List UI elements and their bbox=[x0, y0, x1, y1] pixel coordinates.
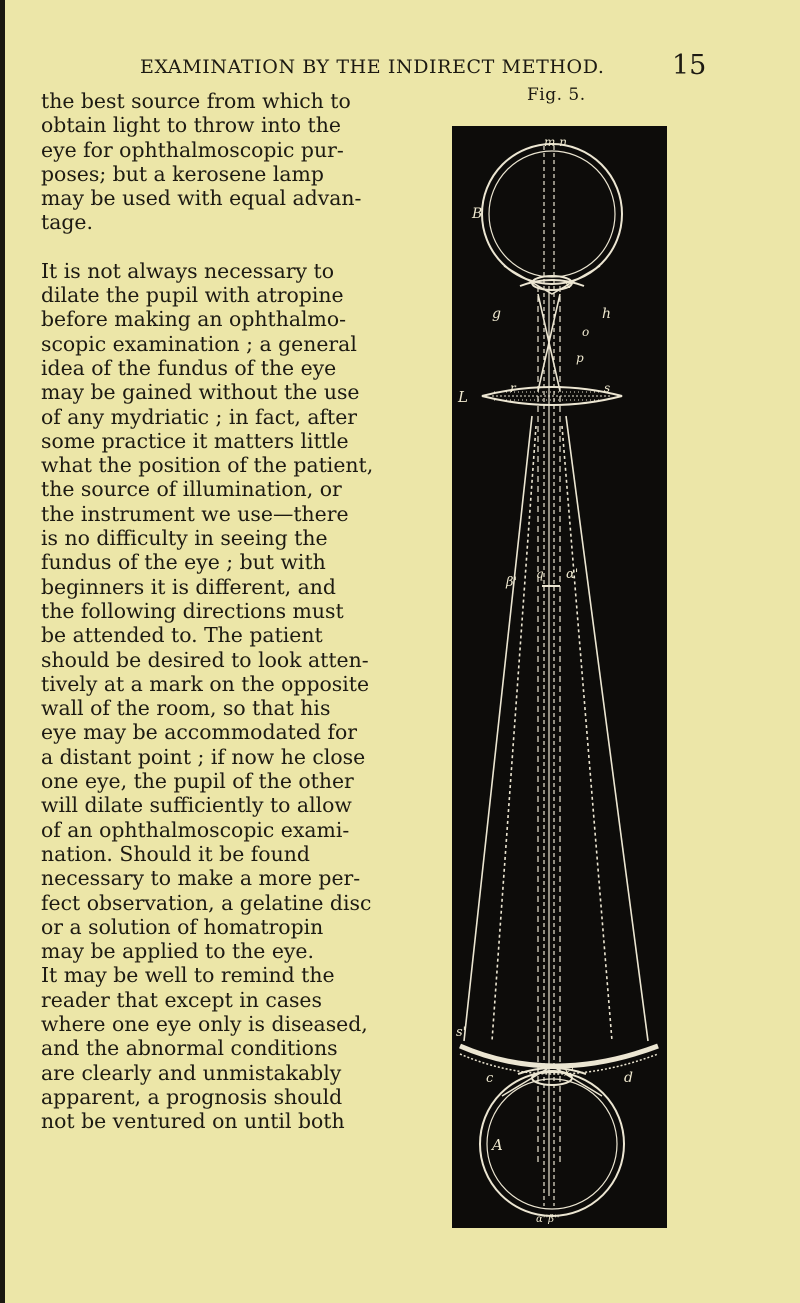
text-line: some practice it matters little bbox=[41, 428, 349, 453]
text-line: the best source from which to bbox=[41, 89, 351, 113]
paragraph-3 bbox=[41, 963, 421, 1133]
label-lens-r: r bbox=[510, 381, 516, 395]
text-line: obtain light to throw into the bbox=[41, 113, 341, 138]
text-line: what the position of the patient, bbox=[41, 453, 374, 478]
text-line: the source of illumination, or bbox=[41, 477, 342, 502]
text-line: be attended to. The patient bbox=[41, 623, 323, 648]
label-upper-right: h bbox=[602, 306, 612, 322]
text-line: It may be well to remind the bbox=[41, 963, 335, 988]
text-line: should be desired to look atten- bbox=[41, 647, 369, 672]
text-line: a distant point ; if now he close bbox=[41, 744, 366, 769]
text-line: are clearly and unmistakably bbox=[41, 1060, 342, 1085]
label-s-prime: s' bbox=[456, 1025, 467, 1040]
label-alpha-prime: α' bbox=[566, 567, 579, 582]
label-lens-s: s bbox=[604, 381, 611, 395]
text-line: one eye, the pupil of the other bbox=[41, 769, 354, 794]
text-line: It is not always necessary to bbox=[41, 258, 335, 283]
text-line: necessary to make a more per- bbox=[41, 866, 361, 891]
label-upper-left: g bbox=[492, 306, 501, 322]
label-p: p bbox=[576, 351, 584, 365]
text-line: idea of the fundus of the eye bbox=[41, 355, 337, 380]
text-line: tively at a mark on the opposite bbox=[41, 671, 370, 696]
text-line: may be gained without the use bbox=[41, 380, 360, 405]
label-upper-eye: B bbox=[472, 206, 483, 222]
text-line: of an ophthalmoscopic exami- bbox=[41, 817, 350, 842]
diagram-svg bbox=[452, 126, 667, 1228]
label-bottom-marks: α''β'' bbox=[536, 1214, 560, 1225]
text-line: apparent, a prognosis should bbox=[41, 1084, 343, 1109]
text-line: scopic examination ; a general bbox=[41, 331, 357, 356]
figure-caption: Fig. 5. bbox=[527, 85, 586, 105]
text-line: and the abnormal conditions bbox=[41, 1036, 338, 1061]
text-line: may be applied to the eye. bbox=[41, 939, 314, 964]
text-line: of any mydriatic ; in fact, after bbox=[41, 404, 358, 429]
text-line: eye for ophthalmoscopic pur- bbox=[41, 137, 344, 162]
label-q: q bbox=[536, 567, 544, 581]
text-line: the instrument we use—there bbox=[41, 501, 349, 526]
label-beta-prime: β' bbox=[506, 575, 518, 590]
text-line: dilate the pupil with atropine bbox=[41, 283, 344, 308]
text-line: may be used with equal advan- bbox=[41, 186, 362, 211]
label-top-marks: m n bbox=[544, 135, 567, 149]
text-line: will dilate sufficiently to allow bbox=[41, 793, 352, 818]
text-line: not be ventured on until both bbox=[41, 1109, 345, 1134]
text-line: fundus of the eye ; but with bbox=[41, 550, 326, 575]
text-line: poses; but a kerosene lamp bbox=[41, 161, 324, 186]
body-text bbox=[41, 89, 421, 1133]
label-lower-cross: x' bbox=[564, 1065, 575, 1079]
text-line: nation. Should it be found bbox=[41, 841, 310, 866]
label-o: o bbox=[582, 325, 590, 339]
label-lens-left: L bbox=[458, 388, 468, 406]
paragraph-1 bbox=[41, 89, 421, 235]
page-edge-rule bbox=[0, 0, 5, 1303]
text-line: the following directions must bbox=[41, 598, 344, 623]
text-line: reader that except in cases bbox=[41, 987, 322, 1012]
text-line: is no difficulty in seeing the bbox=[41, 526, 328, 551]
text-line: before making an ophthalmo- bbox=[41, 307, 347, 332]
running-head: EXAMINATION BY THE INDIRECT METHOD. bbox=[140, 56, 605, 78]
ophthalmoscope-diagram bbox=[452, 126, 667, 1228]
text-line: where one eye only is diseased, bbox=[41, 1011, 368, 1036]
text-line: fect observation, a gelatine disc bbox=[41, 890, 372, 915]
label-mirror-right: d bbox=[624, 1070, 633, 1086]
label-upper-cross: x bbox=[564, 277, 571, 291]
paragraph-2 bbox=[41, 259, 421, 964]
text-line: wall of the room, so that his bbox=[41, 696, 331, 721]
text-line: beginners it is different, and bbox=[41, 574, 336, 599]
text-line: eye may be accommodated for bbox=[41, 720, 358, 745]
text-line: tage. bbox=[41, 210, 93, 235]
page-number: 15 bbox=[672, 50, 707, 81]
text-line: or a solution of homatropin bbox=[41, 914, 324, 939]
label-mirror-left: c bbox=[486, 1071, 494, 1086]
label-lower-eye: A bbox=[492, 1136, 503, 1154]
